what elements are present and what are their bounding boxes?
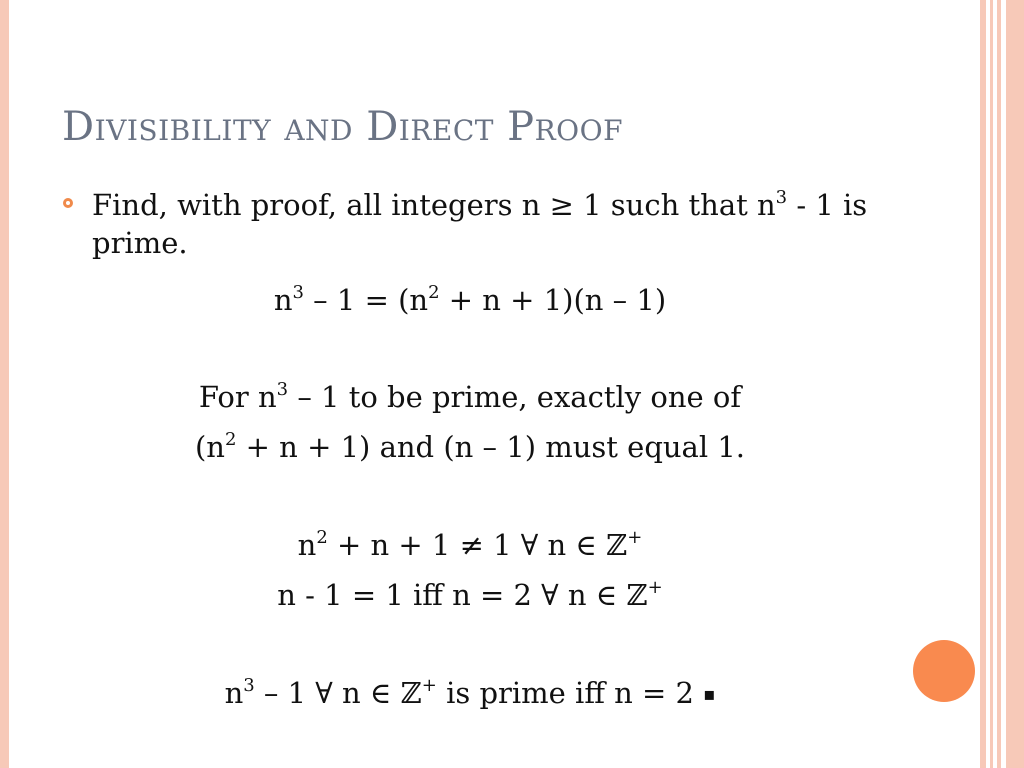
left-border xyxy=(0,0,9,768)
text-segment: + n + 1 ≠ 1 ∀ n ∈ ℤ xyxy=(327,528,628,562)
text-segment: (n xyxy=(194,430,225,464)
exponent: 3 xyxy=(292,282,304,303)
bullet-text-prefix: Find, with proof, all integers n ≥ 1 such that n xyxy=(92,188,776,222)
exponent: + xyxy=(421,675,437,696)
slide-title: Divisibility and Direct Proof xyxy=(62,104,624,150)
bullet-circle-icon xyxy=(63,198,73,208)
text-segment: n xyxy=(297,528,317,562)
condition-line-2 xyxy=(80,428,860,466)
text-segment: – 1 = (n xyxy=(303,283,429,317)
text-segment: – 1 to be prime, exactly one of xyxy=(288,380,742,414)
text-segment: n - 1 = 1 iff n = 2 ∀ n ∈ ℤ xyxy=(277,578,648,612)
text-segment: + n + 1) and (n – 1) must equal 1. xyxy=(236,430,746,464)
text-segment: n xyxy=(224,676,244,710)
exponent: 3 xyxy=(276,379,289,400)
text-segment: + n + 1)(n – 1) xyxy=(439,283,667,317)
text-segment: For n xyxy=(198,380,277,414)
exponent: + xyxy=(627,527,643,548)
bullet-text xyxy=(92,186,892,262)
case-line-1 xyxy=(80,526,860,564)
text-segment: – 1 ∀ n ∈ ℤ xyxy=(254,676,422,710)
right-border xyxy=(976,0,1024,768)
qed-symbol: ▪ xyxy=(703,684,716,705)
text-segment: is prime iff n = 2 xyxy=(436,676,704,710)
exponent: 2 xyxy=(316,527,328,548)
right-border-stripe xyxy=(990,0,993,768)
factorization-line xyxy=(80,281,860,319)
exponent: 2 xyxy=(224,429,237,450)
exponent: + xyxy=(647,577,663,598)
exponent: 2 xyxy=(428,282,440,303)
right-border-stripe xyxy=(1006,0,1024,768)
right-border-stripe xyxy=(997,0,1001,768)
text-segment: n xyxy=(273,283,293,317)
right-border-stripe xyxy=(980,0,986,768)
condition-line-1 xyxy=(80,378,860,416)
case-line-2 xyxy=(80,576,860,614)
conclusion-line xyxy=(80,674,860,714)
bullet-text-suffix: - 1 is prime. xyxy=(92,188,868,260)
decorative-circle xyxy=(913,640,975,702)
bullet-text-exponent: 3 xyxy=(775,187,788,208)
exponent: 3 xyxy=(243,675,255,696)
